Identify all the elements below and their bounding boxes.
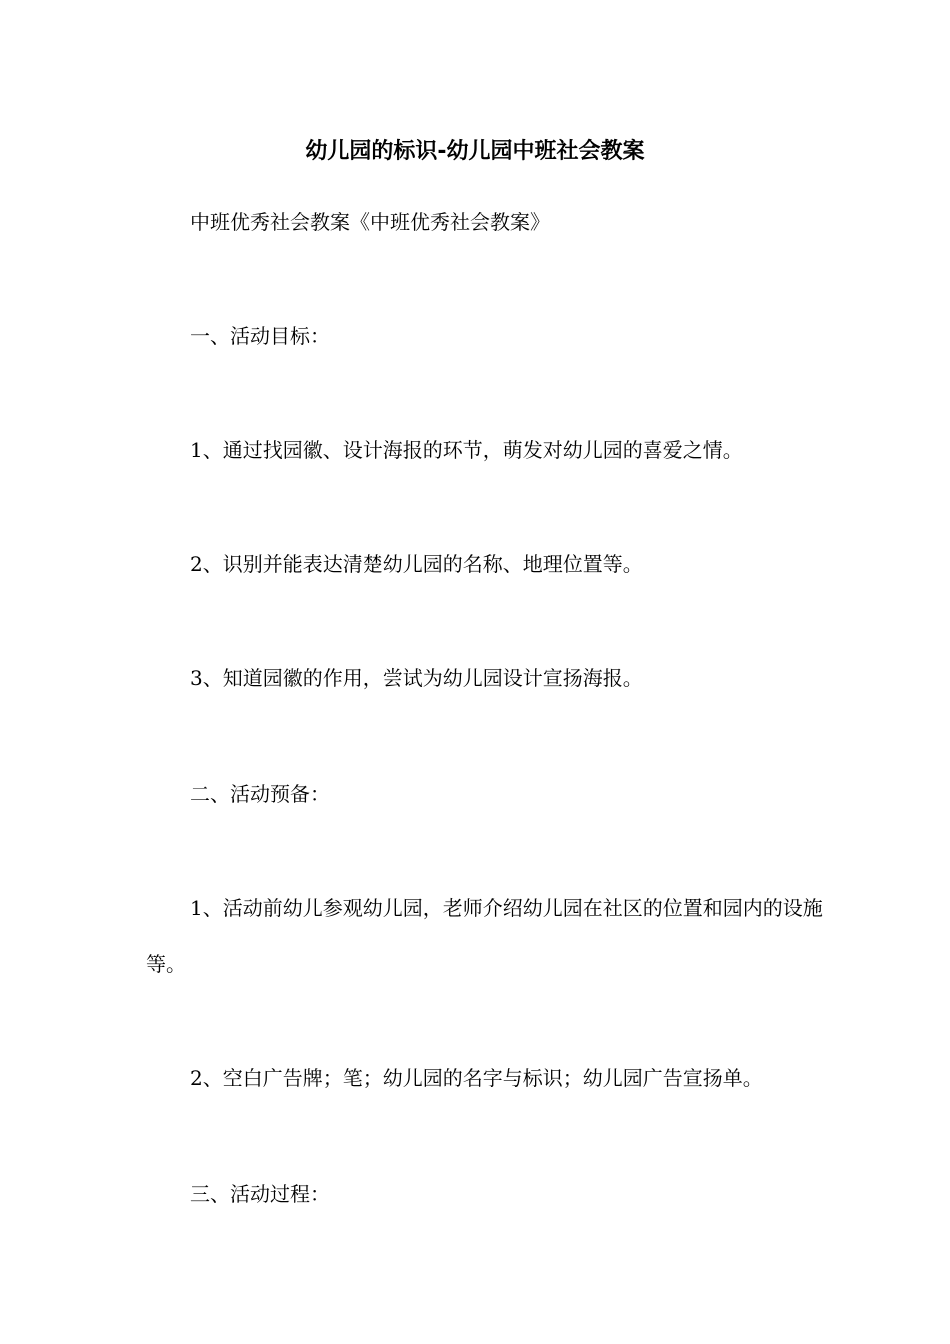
paragraph-heading-prep: 二、活动预备：	[190, 782, 330, 806]
paragraph-goal-3: 3、知道园徽的作用，尝试为幼儿园设计宣扬海报。	[190, 666, 643, 690]
paragraph-goal-1: 1、通过找园徽、设计海报的环节，萌发对幼儿园的喜爱之情。	[190, 438, 743, 462]
paragraph-goal-2: 2、识别并能表达清楚幼儿园的名称、地理位置等。	[190, 552, 643, 576]
paragraph-subtitle: 中班优秀社会教案《中班优秀社会教案》	[190, 210, 550, 234]
paragraph-heading-goals: 一、活动目标：	[190, 324, 330, 348]
paragraph-heading-process: 三、活动过程：	[190, 1182, 330, 1206]
document-title: 幼儿园的标识-幼儿园中班社会教案	[305, 139, 645, 164]
paragraph-prep-1: 1、活动前幼儿参观幼儿园，老师介绍幼儿园在社区的位置和园内的设施等。	[146, 896, 823, 976]
paragraph-prep-2: 2、空白广告牌；笔；幼儿园的名字与标识；幼儿园广告宣扬单。	[190, 1066, 763, 1090]
